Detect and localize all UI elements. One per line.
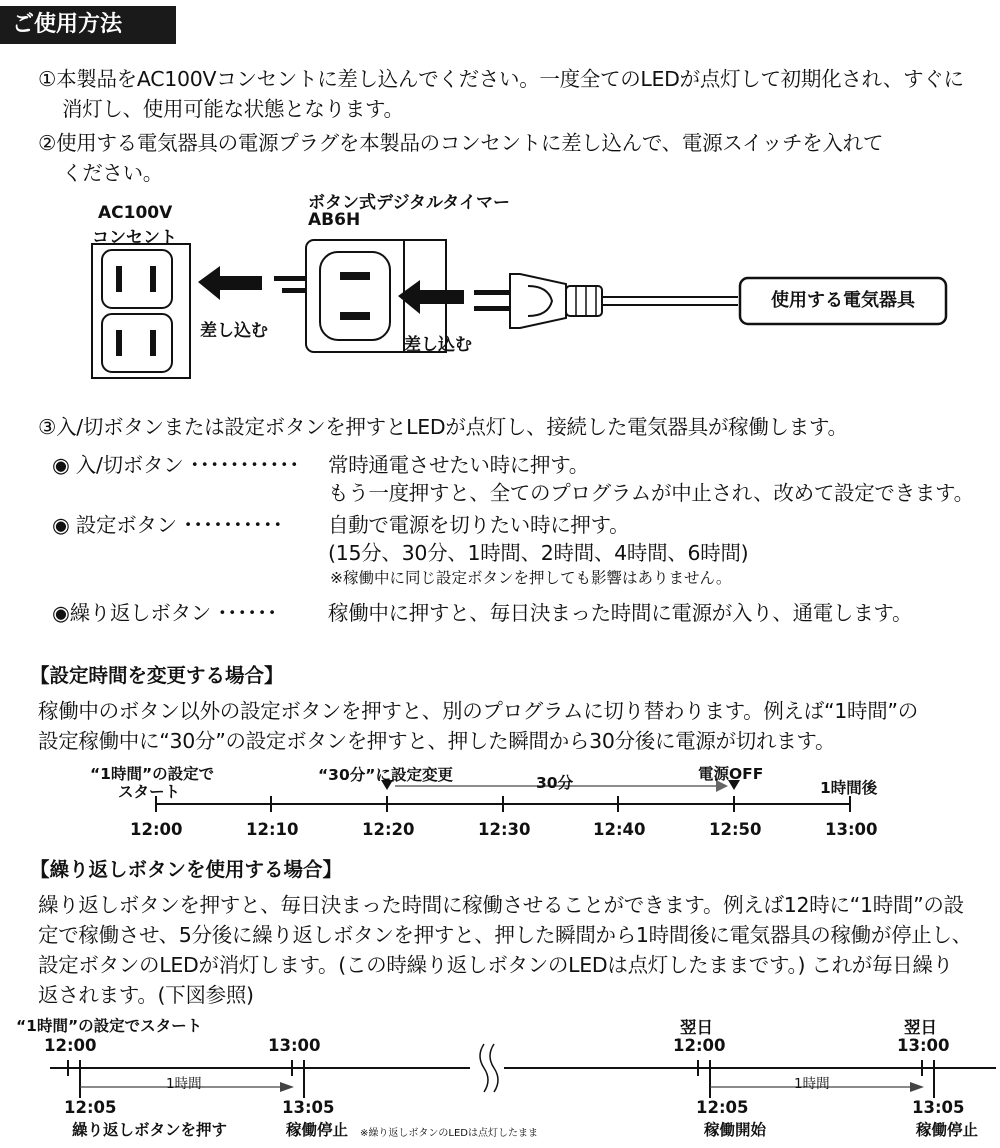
off-label: 電源OFF bbox=[698, 765, 764, 783]
tick-label: 12:10 bbox=[246, 820, 299, 839]
button-repeat-desc: 稼働中に押すと、毎日決まった時間に電源が入り、通電します。 bbox=[328, 601, 913, 625]
button-setting-note: ※稼働中に同じ設定ボタンを押しても影響はありません。 bbox=[330, 569, 732, 587]
repeat-tick-1300: 13:00 bbox=[268, 1036, 321, 1055]
change-label: “30分”に設定変更 bbox=[318, 766, 453, 784]
change-line2: 設定稼働中に“30分”の設定ボタンを押すと、押した瞬間から30分後に電源が切れます。 bbox=[38, 729, 836, 753]
repeat-stop-desc: 稼働停止 bbox=[286, 1121, 349, 1139]
repeat-span-1: 1時間 bbox=[166, 1076, 202, 1092]
step2-line1: ②使用する電気器具の電源プラグを本製品のコンセントに差し込んで、電源スイッチを入れて bbox=[38, 131, 884, 155]
insert-label-1: 差し込む bbox=[200, 321, 268, 341]
repeat-line4: 返されます。(下図参照) bbox=[38, 983, 254, 1007]
outlet-label-1: AC100V bbox=[98, 203, 173, 223]
button-onoff-desc-2: もう一度押すと、全てのプログラムが中止され、改めて設定できます。 bbox=[328, 481, 974, 505]
repeat-press-desc: 繰り返しボタンを押す bbox=[72, 1121, 228, 1139]
repeat-line1: 繰り返しボタンを押すと、毎日決まった時間に稼働させることができます。例えば12時に“1時間”の設 bbox=[38, 893, 964, 917]
button-setting-desc-2: (15分、30分、1時間、2時間、4時間、6時間) bbox=[328, 541, 749, 565]
start-label-1: “1時間”の設定で bbox=[90, 765, 215, 783]
change-heading: 【設定時間を変更する場合】 bbox=[30, 664, 284, 687]
tick-label: 13:00 bbox=[825, 820, 878, 839]
button-onoff-name: ◉ 入/切ボタン ･･･････････ bbox=[52, 453, 300, 477]
timer-label-2: AB6H bbox=[308, 210, 361, 230]
next-day-label-2: 翌日 bbox=[904, 1018, 937, 1037]
repeat-span-2: 1時間 bbox=[794, 1076, 830, 1092]
after-label: 1時間後 bbox=[820, 779, 878, 797]
outlet-label-2: コンセント bbox=[92, 228, 177, 248]
button-onoff-desc-1: 常時通電させたい時に押す。 bbox=[328, 453, 589, 477]
step1-line1: ①本製品をAC100Vコンセントに差し込んでください。一度全てのLEDが点灯して初期化され、すぐに bbox=[38, 67, 964, 91]
start-label-2: スタート bbox=[118, 783, 181, 801]
tick-label: 12:20 bbox=[362, 820, 415, 839]
tick-label: 12:50 bbox=[709, 820, 762, 839]
repeat-led-note: ※繰り返しボタンのLEDは点灯したまま bbox=[360, 1128, 538, 1139]
repeat-tick-1200: 12:00 bbox=[44, 1036, 97, 1055]
repeat-heading: 【繰り返しボタンを使用する場合】 bbox=[30, 858, 343, 881]
insert-label-2: 差し込む bbox=[404, 335, 472, 355]
next-day-label-1: 翌日 bbox=[680, 1018, 713, 1037]
repeat-line2: 定で稼働させ、5分後に繰り返しボタンを押すと、押した瞬間から1時間後に電気器具の稼働が停止し、 bbox=[38, 923, 972, 947]
tick-label: 12:00 bbox=[130, 820, 183, 839]
repeat-next-start-time: 12:05 bbox=[696, 1098, 749, 1117]
tick-label: 12:30 bbox=[478, 820, 531, 839]
step3-line: ③入/切ボタンまたは設定ボタンを押すとLEDが点灯し、接続した電気器具が稼働します。 bbox=[38, 415, 848, 439]
repeat-next-start-desc: 稼働開始 bbox=[704, 1121, 767, 1139]
change-line1: 稼働中のボタン以外の設定ボタンを押すと、別のプログラムに切り替わります。例えば“1時間”の bbox=[38, 699, 918, 723]
section-title: ご使用方法 bbox=[0, 6, 176, 44]
repeat-tick-next-1300: 13:00 bbox=[897, 1036, 950, 1055]
repeat-line3: 設定ボタンのLEDが消灯します。(この時繰り返しボタンのLEDは点灯したままです。) これが毎日繰り bbox=[38, 953, 953, 977]
repeat-next-stop-time: 13:05 bbox=[912, 1098, 965, 1117]
button-setting-desc-1: 自動で電源を切りたい時に押す。 bbox=[328, 513, 630, 537]
tick-label: 12:40 bbox=[593, 820, 646, 839]
repeat-press-time: 12:05 bbox=[64, 1098, 117, 1117]
button-setting-name: ◉ 設定ボタン ･･････････ bbox=[52, 513, 283, 537]
timer-label-1: ボタン式デジタルタイマー bbox=[308, 193, 510, 213]
repeat-tick-next-1200: 12:00 bbox=[673, 1036, 726, 1055]
repeat-start-label: “1時間”の設定でスタート bbox=[16, 1017, 203, 1035]
appliance-label: 使用する電気器具 bbox=[771, 290, 915, 311]
repeat-stop-time: 13:05 bbox=[282, 1098, 335, 1117]
step2-line2: ください。 bbox=[62, 161, 163, 185]
step1-line2: 消灯し、使用可能な状態となります。 bbox=[62, 97, 404, 121]
repeat-next-stop-desc: 稼働停止 bbox=[916, 1121, 979, 1139]
span-label: 30分 bbox=[536, 774, 574, 792]
button-repeat-name: ◉繰り返しボタン ･･････ bbox=[52, 601, 277, 625]
